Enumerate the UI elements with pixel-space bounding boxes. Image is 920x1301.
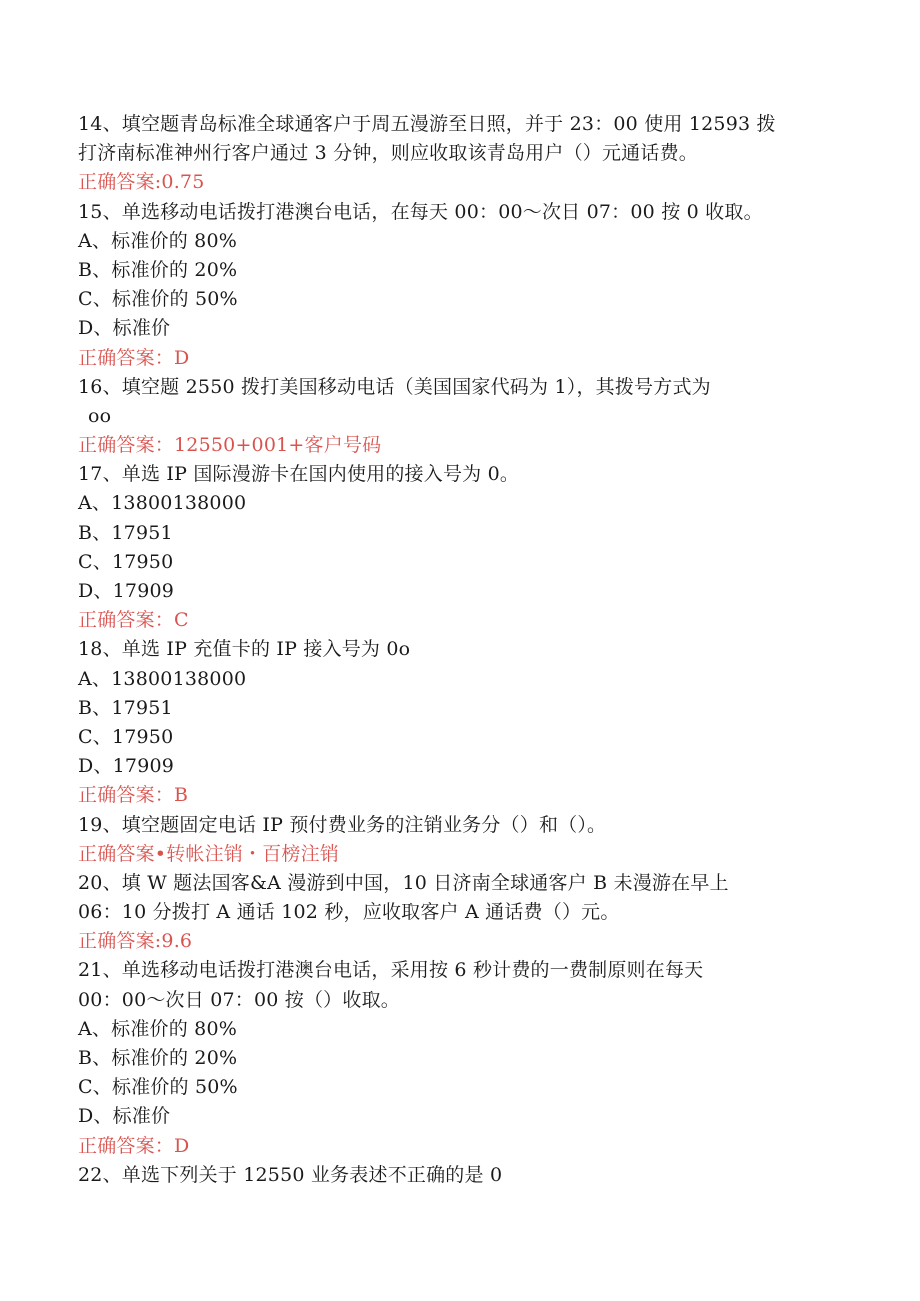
question-20-line-1: 20、填 W 题法国客&A 漫游到中国，10 日济南全球通客户 B 未漫游在早上 (78, 871, 729, 894)
question-21-option-a: A、标准价的 80% (78, 1017, 237, 1040)
question-16-line-1: 16、填空题 2550 拨打美国移动电话（美国国家代码为 1），其拨号方式为 (78, 375, 711, 398)
question-18-option-b: B、17951 (78, 696, 173, 719)
question-15-line-1: 15、单选移动电话拨打港澳台电话，在每天 00：00～次日 07：00 按 0 收取。 (78, 200, 763, 223)
question-14-line-1: 14、填空题青岛标准全球通客户于周五漫游至日照，并于 23：00 使用 12593 拨 (78, 113, 776, 135)
question-18-option-a: A、13800138000 (78, 667, 247, 690)
question-18-option-d: D、17909 (78, 755, 175, 778)
question-21-option-b: B、标准价的 20% (78, 1047, 238, 1069)
answer-18: 正确答案：B (78, 784, 189, 807)
question-17-option-d: D、17909 (78, 580, 175, 602)
question-21-option-c: C、标准价的 50% (78, 1076, 238, 1099)
question-20-line-2: 06：10 分拨打 A 通话 102 秒，应收取客户 A 通话费（）元。 (78, 901, 620, 924)
answer-17: 正确答案：C (78, 609, 189, 632)
question-15-option-b: B、标准价的 20% (78, 258, 238, 281)
question-15-option-c: C、标准价的 50% (78, 288, 238, 311)
answer-19: 正确答案•转帐注销・百榜注销 (78, 842, 340, 865)
question-17-option-b: B、17951 (78, 521, 173, 544)
question-21-line-2: 00：00～次日 07：00 按（）收取。 (78, 988, 400, 1011)
question-22-line-1: 22、单选下列关于 12550 业务表述不正确的是 0 (78, 1163, 503, 1186)
answer-15: 正确答案：D (78, 346, 190, 369)
question-18-option-c: C、17950 (78, 725, 174, 748)
answer-16: 正确答案：12550+001+客户号码 (78, 434, 382, 457)
question-21-option-d: D、标准价 (78, 1105, 171, 1128)
answer-21: 正确答案：D (78, 1134, 190, 1157)
question-19-line-1: 19、填空题固定电话 IP 预付费业务的注销业务分（）和（）。 (78, 813, 607, 836)
question-14-line-2: 打济南标准神州行客户通过 3 分钟，则应收取该青岛用户（）元通话费。 (78, 142, 698, 165)
question-15-option-d: D、标准价 (78, 317, 171, 340)
question-17-option-a: A、13800138000 (78, 492, 247, 515)
answer-14: 正确答案:0.75 (78, 171, 205, 194)
question-17-line-1: 17、单选 IP 国际漫游卡在国内使用的接入号为 0。 (78, 463, 520, 486)
question-15-option-a: A、标准价的 80% (78, 229, 237, 252)
question-16-line-2: oo (88, 404, 112, 427)
question-18-line-1: 18、单选 IP 充值卡的 IP 接入号为 0o (78, 638, 411, 661)
document-page (78, 110, 858, 1190)
question-21-line-1: 21、单选移动电话拨打港澳台电话，采用按 6 秒计费的一费制原则在每天 (78, 959, 704, 982)
answer-20: 正确答案:9.6 (78, 930, 193, 953)
question-17-option-c: C、17950 (78, 550, 174, 573)
